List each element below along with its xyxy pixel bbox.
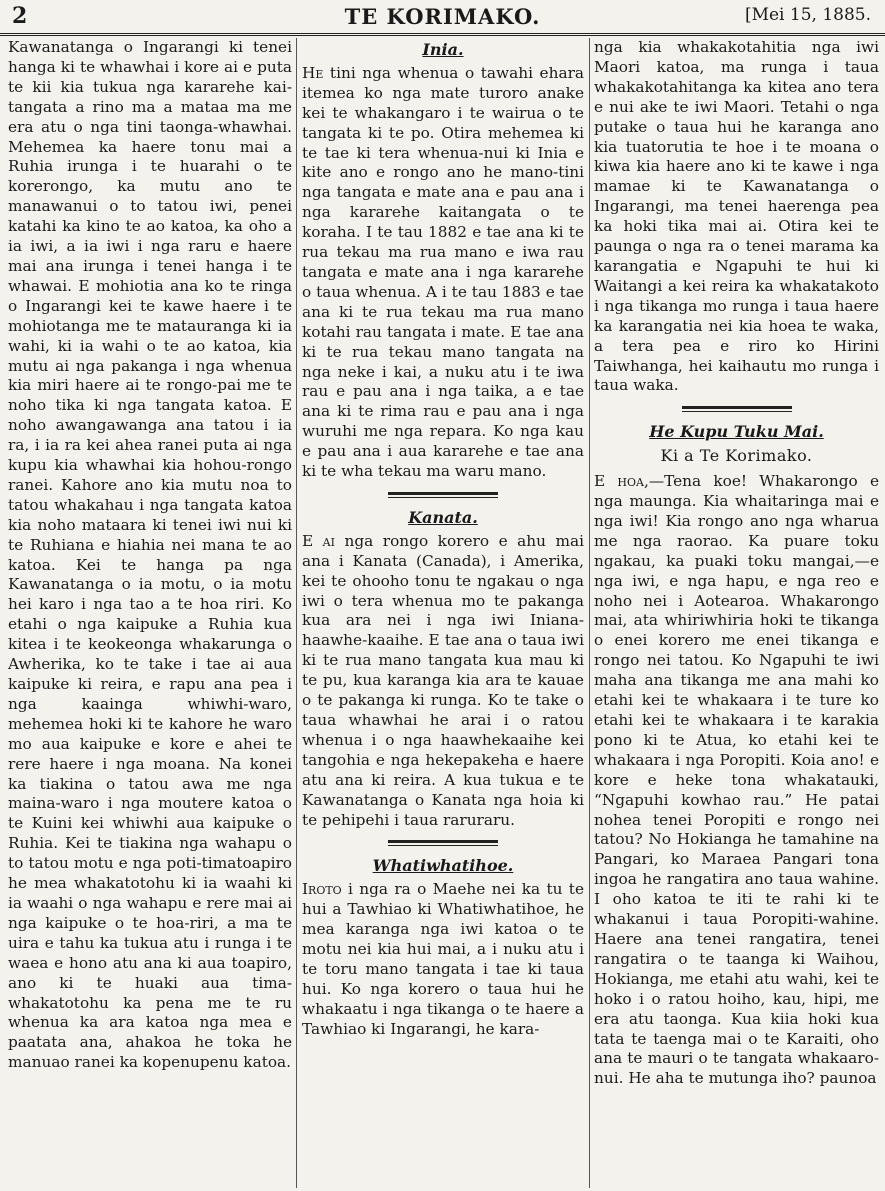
column-rule bbox=[589, 38, 590, 1188]
section-heading-inia: Inia. bbox=[422, 40, 464, 59]
section-divider bbox=[682, 406, 792, 412]
lead-word: Iroto bbox=[302, 880, 342, 899]
section-divider bbox=[388, 840, 498, 846]
section-divider bbox=[388, 492, 498, 498]
column-1 bbox=[8, 38, 292, 1188]
article-inia bbox=[302, 64, 584, 482]
lead-word: E ai bbox=[302, 531, 335, 550]
section-heading-kanata: Kanata. bbox=[408, 507, 478, 527]
section-heading-kupu: He Kupu Tuku Mai. bbox=[649, 422, 824, 442]
column-3 bbox=[594, 38, 879, 1188]
article-whatiwhatihoe bbox=[302, 880, 584, 1039]
issue-date: [Mei 15, 1885. bbox=[744, 5, 871, 25]
lead-word: E hoa, bbox=[594, 472, 649, 491]
article-continued: nga kia whakakotahitia nga iwi Maori katoa, ma runga i taua whakakotahitanga ka kitea ano tera e nui ake te iwi Maori. Tetahi o nga putake o taua hui he karanga ano kia tuatorutia te hoe i te moana o kiwa kia haere ano ki te kawe i nga mamae ki te Kawanatanga o Ingarangi, ma tenei haerenga pea ka hoki tika mai ai. Otira kei te paunga o nga ra o tenei marama ka karangatia e Ngapuhi te hui ki Waitangi a kei reira ka whakatakoto i nga tikanga mo runga i taua haere ka karangatia nei kia hoea te waka, a tera pea e riro ko Hirini Taiwhanga, hei kaihautu mo runga i taua waka. bbox=[594, 38, 879, 395]
article-text: i nga ra o Maehe nei ka tu te hui a Tawhiao ki Whatiwhatihoe, he mea karanga nga iwi katoa o te motu nei kia hui mai, a i nuku atu i te toru mano tangata i tae ki taua hui. Ko nga korero o taua hui he whakaatu i nga tikanga o te haere a Tawhiao ki Ingarangi, he kara- bbox=[302, 880, 584, 1038]
page-header bbox=[0, 0, 885, 36]
column-rule bbox=[296, 38, 297, 1188]
lead-word: He bbox=[302, 63, 324, 82]
article-text: tini nga whenua o tawahi ehara itemea ko nga mate turoro anake kei te whakangaro i te wairua o te tangata ki te po. Otira mehemea ki te tae ki tera whenua-nui ki Inia e kite ano e rongo ano he mano-tini nga tangata e mate ana e pau ana i nga kararehe kaitangata o te koraha. I te tau 1882 e tae ana ki te rua tekau ma rua mano e iwa rau tangata e mate ana i nga kararehe o taua whenua. A i te tau 1883 e tae ana ki te rua tekau ma rua mano kotahi rau tangata i mate. E tae ana ki te rua tekau mano tangata na nga neke i kai, a nuku atu i te iwa rau e pau ana i nga taika, a e tae ana ki te rima rau e pau ana i nga wuruhi me nga repara. Ko nga kau e pau ana i aua kararehe e tae ana ki te wha tekau ma waru mano. bbox=[302, 63, 584, 481]
letter-body bbox=[594, 472, 879, 1089]
column-2 bbox=[302, 38, 584, 1188]
section-heading-whatiwhatihoe: Whatiwhatihoe. bbox=[372, 856, 514, 876]
article-text: —Tena koe! Whakarongo e nga maunga. Kia whaitaringa mai e nga iwi! Kia rongo ano nga wharua me nga raorao. Ka puare toku ngakau, ka puaki toku mangai,—e nga iwi, e nga hapu, e nga reo e noho nei i Aotearoa. Whakarongo mai, ata whiriwhiria hoki te tikanga o enei korero me enei tikanga e rongo nei tatou. Ko Ngapuhi te iwi maha ana tikanga me ana mahi ko etahi kei te whakaara i te ture ko etahi kei te whakaara i te karakia pono ki te Atua, ko etahi kei te whakaara i nga Poropiti. Koia ano! e kore e heke tona whakatauki, “Ngapuhi kowhao rau.” He patai nohea tenei Poropiti e rongo nei tatou? No Hokianga he tamahine na Pangari, ko Maraea Pangari tona ingoa he rangatira ano taua wahine. I oho katoa te iti te rahi ki te whakanui i taua Poropiti-wahine. Haere ana tenei rangatira, tenei rangatira o te taanga ki Waihou, Hokianga, me etahi atu wahi, kei te hoko i o ratou hoiho, kau, hipi, me era atu taonga. Kua kiia hoki kua tata te taenga mai o te Karaiti, oho ana te mauri o te tangata whakaaro-nui. He aha te mutunga iho? paunoa bbox=[594, 472, 879, 1088]
article-text: Kawanatanga o Ingarangi ki tenei hanga ki te whawhai i kore ai e puta te kii kia tukua nga kararehe kai-tangata a rino ma a mataa ma me era atu o nga tini taonga-whawhai. Mehemea ka haere tonu mai a Ruhia irunga i te huarahi o te korerongo, ka mutu ano te manawanui o to tatou iwi, penei katahi ka kino te ao katoa, ka oho a ia iwi, a ia iwi i nga raru e haere mai ana irunga i tenei hanga i te whawai. E mohiotia ana ko te ringa o Ingarangi kei te kawe haere i te mohiotanga me te matauranga ki ia wahi, ki ia wahi o te ao katoa, kia mutu ai nga pakanga i nga whenua kia miri haere ai te rongo-pai me te noho tika ki nga tangata katoa. E noho awangawanga ana tatou i ia ra, i ia ra kei ahea ranei puta ai nga kupu kia whawhai kia hohou-rongo ranei. Kahore ano kia mutu noa to tatou whakahau i nga tangata katoa kia noho mataara ki tenei iwi nui ki te Ruhiana e hiahia nei mana te ao katoa. Kei te hanga pa nga Kawanatanga o ia motu, o ia motu hei karo i nga tao a te hoa riri. Ko etahi o nga kaipuke a Ruhia kua kitea i te keokeonga whakarunga o Awherika, ko te take i tae ai aua kaipuke ki reira, e rapu ana pea i nga kaainga whiwhi-waro, mehemea hoki ki te kahore he waro mo aua kaipuke e kore e ahei te rere haere i nga moana. Na konei ka tiakina o tatou awa me nga maina-waro i nga moutere katoa o te Kuini kei whiwhi aua kaipuke o Ruhia. Kei te tiakina nga wahapu o to tatou motu e nga poti-timatoapiro he mea whakatotohu ki ia waahi ki ia waahi o nga wahapu e rere mai ai nga kaipuke o te hoa-riri, a ma te uira e tahu ka tukua atu i runga i te waea e hono atu ana ki aua toapiro, ano ki te huaki aua tima-whakatotohu ka pena me te ru whenua ka ara katoa nga mea e paatata ana, ahakoa he toka he manuao ranei ka kopenupenu katoa. bbox=[8, 38, 292, 1072]
masthead-title: TE KORIMAKO. bbox=[344, 4, 541, 29]
letter-addressee: Ki a Te Korimako. bbox=[660, 446, 813, 466]
article-kanata bbox=[302, 532, 584, 831]
page-number: 2 bbox=[12, 3, 28, 29]
article-text: nga rongo korero e ahu mai ana i Kanata (Canada), i Amerika, kei te ohooho tonu te ngakau o nga iwi o tera whenua mo te pakanga kua ara nei i nga iwi Iniana-haawhe-kaaihe. E tae ana o taua iwi ki te rua mano tangata kua mau ki te pu, kua karanga kia ara te kauae o te pakanga ki runga. Ko te take o taua whawhai he arai i o ratou whenua i o nga haawhekaaihe kei tangohia e nga hekepakeha e haere atu ana ki reira. A kua tukua e te Kawanatanga o Kanata nga hoia ki te pehipehi i taua raruraru. bbox=[302, 531, 584, 829]
